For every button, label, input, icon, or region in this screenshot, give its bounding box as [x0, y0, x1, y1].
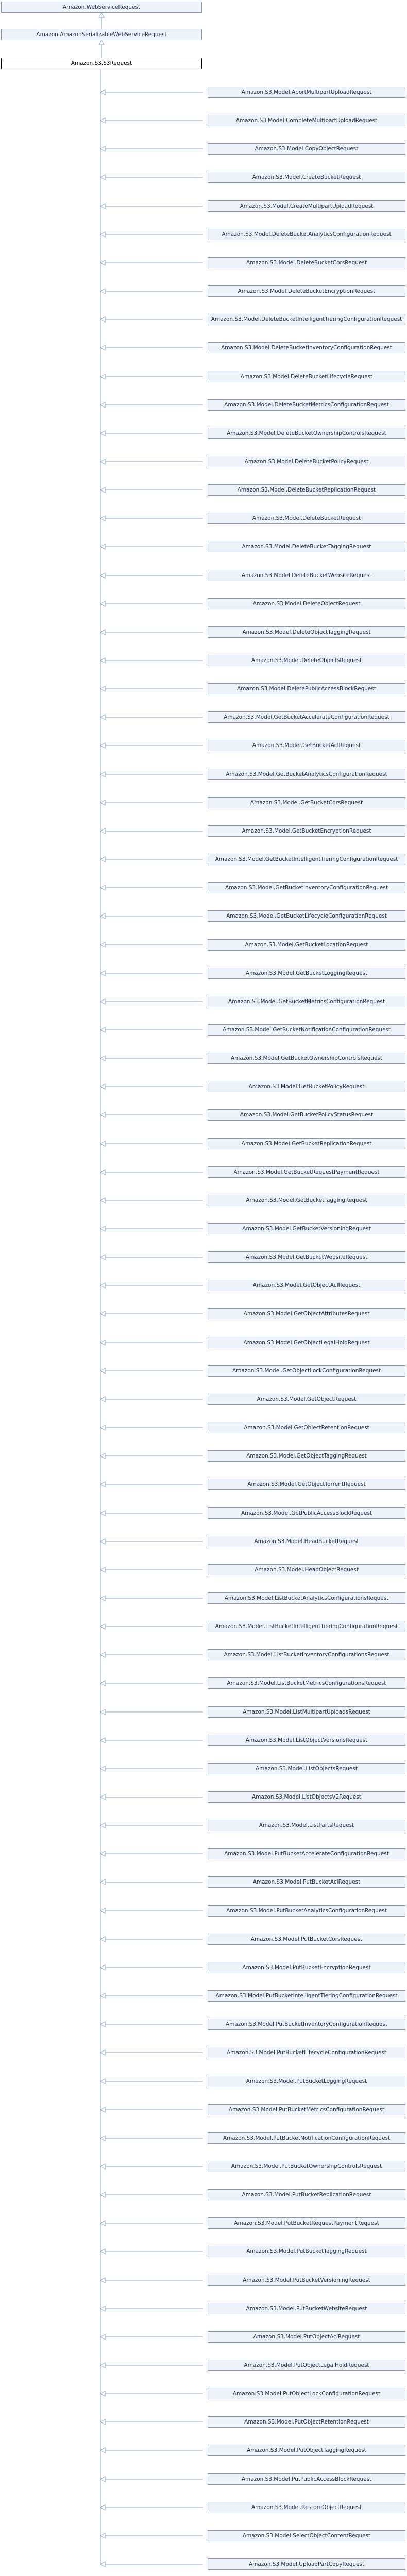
edge-arrow-child	[100, 1851, 105, 1856]
edge-arrow-child	[100, 2391, 105, 2396]
child-node[interactable]: Amazon.S3.Model.GetBucketAnalyticsConfigurationRequest	[208, 769, 405, 780]
edge-arrow-child	[100, 317, 105, 322]
edge-arrow-child	[100, 260, 105, 265]
child-node[interactable]: Amazon.S3.Model.DeleteBucketRequest	[208, 513, 405, 524]
edge-arrow-child	[100, 1681, 105, 1686]
child-node[interactable]: Amazon.S3.Model.PutBucketLoggingRequest	[208, 2076, 405, 2087]
child-node[interactable]: Amazon.S3.Model.PutObjectLockConfigurationRequest	[208, 2388, 405, 2399]
edge-arrow-child	[100, 573, 105, 578]
edge-arrow-child	[100, 2562, 105, 2567]
child-node[interactable]: Amazon.S3.Model.PutBucketVersioningRequest	[208, 2275, 405, 2286]
edge-arrow-child	[100, 118, 105, 123]
edge-arrow-child	[100, 1170, 105, 1175]
child-node[interactable]: Amazon.S3.Model.ListBucketInventoryConfigurationsRequest	[208, 1649, 405, 1660]
child-node[interactable]: Amazon.S3.Model.PutBucketLifecycleConfigurationRequest	[208, 2047, 405, 2058]
child-node[interactable]: Amazon.S3.Model.PutBucketReplicationRequest	[208, 2189, 405, 2200]
edge-arrow-child	[100, 1283, 105, 1288]
edge-arrow-child	[100, 431, 105, 436]
edge-arrow-child	[100, 1511, 105, 1516]
edge-arrow-child	[100, 2477, 105, 2482]
edge-arrow-child	[100, 1084, 105, 1089]
child-node[interactable]: Amazon.S3.Model.DeletePublicAccessBlockRequest	[208, 683, 405, 694]
edge-arrow-child	[100, 146, 105, 151]
child-node[interactable]: Amazon.S3.Model.PutPublicAccessBlockRequest	[208, 2473, 405, 2485]
edge-arrow-child	[100, 2448, 105, 2453]
edge-arrow-child	[100, 1965, 105, 1970]
child-node[interactable]: Amazon.S3.Model.GetBucketTaggingRequest	[208, 1195, 405, 1206]
child-node[interactable]: Amazon.S3.Model.DeleteObjectTaggingRequest	[208, 626, 405, 638]
child-node[interactable]: Amazon.S3.Model.DeleteBucketEncryptionRequest	[208, 285, 405, 297]
child-node[interactable]: Amazon.S3.Model.GetBucketOwnershipControlsRequest	[208, 1053, 405, 1064]
child-node[interactable]: Amazon.S3.Model.GetObjectAclRequest	[208, 1280, 405, 1291]
edge-arrow-child	[100, 487, 105, 493]
edge-arrow-child	[100, 772, 105, 777]
child-node[interactable]: Amazon.S3.Model.GetBucketEncryptionRequest	[208, 825, 405, 837]
child-node[interactable]: Amazon.S3.Model.GetObjectLegalHoldRequest	[208, 1337, 405, 1348]
edge-arrow-child	[100, 857, 105, 862]
edge-arrow-child	[100, 1255, 105, 1260]
child-node[interactable]: Amazon.S3.Model.GetObjectRetentionRequest	[208, 1422, 405, 1433]
edge-arrow-child	[100, 1482, 105, 1487]
edge-arrow-child	[100, 1368, 105, 1374]
edge-arrow-child	[100, 204, 105, 209]
child-node[interactable]: Amazon.S3.Model.PutBucketEncryptionRequest	[208, 1962, 405, 1973]
edge-arrow-child	[100, 1709, 105, 1715]
child-node[interactable]: Amazon.S3.Model.PutBucketWebsiteRequest	[208, 2303, 405, 2314]
child-node[interactable]: Amazon.S3.Model.DeleteBucketCorsRequest	[208, 257, 405, 268]
child-node[interactable]: Amazon.S3.Model.GetObjectTorrentRequest	[208, 1479, 405, 1490]
edge-arrow-anc1	[99, 40, 104, 45]
edge-arrow-child	[100, 1340, 105, 1345]
child-node[interactable]: Amazon.S3.Model.GetBucketMetricsConfigurationRequest	[208, 996, 405, 1007]
edge-arrow-child	[100, 2022, 105, 2027]
edge-arrow-child	[100, 2050, 105, 2055]
edge-arrow-child	[100, 516, 105, 521]
child-node[interactable]: Amazon.S3.Model.ListObjectsRequest	[208, 1763, 405, 1774]
edge-arrow-child	[100, 402, 105, 408]
edge-arrow-child	[100, 601, 105, 606]
edge-arrow-child	[100, 544, 105, 549]
child-node[interactable]: Amazon.S3.Model.DeleteBucketOwnershipControlsRequest	[208, 428, 405, 439]
edge-arrow-child	[100, 1056, 105, 1061]
inheritance-edges	[99, 13, 203, 2567]
edge-arrow-child	[100, 1397, 105, 1402]
edge-arrow-child	[100, 1879, 105, 1885]
edge-arrow-child	[100, 1624, 105, 1629]
edge-arrow-child	[100, 999, 105, 1004]
edge-arrow-child	[100, 175, 105, 180]
edge-arrow-child	[100, 459, 105, 464]
child-node[interactable]: Amazon.S3.Model.GetBucketInventoryConfigurationRequest	[208, 882, 405, 893]
child-node[interactable]: Amazon.S3.Model.GetBucketAclRequest	[208, 740, 405, 751]
edge-arrow-child	[100, 90, 105, 95]
edge-arrow-child	[100, 1112, 105, 1117]
child-node[interactable]: Amazon.S3.Model.GetBucketNotificationConfigurationRequest	[208, 1024, 405, 1036]
child-node[interactable]: Amazon.S3.Model.RestoreObjectRequest	[208, 2502, 405, 2513]
edge-arrow-child	[100, 1652, 105, 1657]
child-node[interactable]: Amazon.S3.Model.GetBucketVersioningRequest	[208, 1223, 405, 1234]
edge-arrow-child	[100, 1453, 105, 1459]
child-node[interactable]: Amazon.S3.Model.PutBucketOwnershipControlsRequest	[208, 2161, 405, 2172]
edge-arrow-child	[100, 1993, 105, 1998]
edge-arrow-child	[100, 1908, 105, 1913]
edge-arrow-child	[100, 1198, 105, 1203]
child-node[interactable]: Amazon.S3.Model.PutObjectTaggingRequest	[208, 2445, 405, 2456]
child-node[interactable]: Amazon.S3.Model.GetBucketPolicyRequest	[208, 1081, 405, 1092]
edge-arrow-child	[100, 232, 105, 237]
child-node[interactable]: Amazon.S3.Model.CreateBucketRequest	[208, 172, 405, 183]
edge-arrow-child	[100, 1596, 105, 1601]
edge-arrow-child	[100, 2249, 105, 2254]
child-node[interactable]: Amazon.S3.Model.DeleteBucketLifecycleRequest	[208, 371, 405, 382]
child-node[interactable]: Amazon.S3.Model.ListPartsRequest	[208, 1820, 405, 1831]
child-node[interactable]: Amazon.S3.Model.GetBucketLocationRequest	[208, 939, 405, 951]
child-node[interactable]: Amazon.S3.Model.GetObjectLockConfigurationRequest	[208, 1365, 405, 1377]
edge-arrow-child	[100, 686, 105, 691]
child-node[interactable]: Amazon.S3.Model.ListBucketMetricsConfigurationsRequest	[208, 1677, 405, 1689]
edge-arrow-child	[100, 289, 105, 294]
edge-arrow-child	[100, 1766, 105, 1771]
edge-arrow-child	[100, 1141, 105, 1146]
edge-arrow-anc0	[99, 13, 104, 18]
edge-arrow-child	[100, 971, 105, 976]
child-node[interactable]: Amazon.S3.Model.CopyObjectRequest	[208, 143, 405, 155]
child-node[interactable]: Amazon.S3.Model.DeleteBucketInventoryConfigurationRequest	[208, 342, 405, 353]
edge-arrow-child	[100, 1539, 105, 1544]
edge-arrow-child	[100, 2363, 105, 2368]
child-node[interactable]: Amazon.S3.Model.GetObjectAttributesRequest	[208, 1308, 405, 1319]
edge-arrow-child	[100, 2306, 105, 2311]
child-node[interactable]: Amazon.S3.Model.PutBucketTaggingRequest	[208, 2246, 405, 2257]
edge-arrow-child	[100, 1425, 105, 1430]
edge-arrow-child	[100, 2505, 105, 2510]
child-node[interactable]: Amazon.S3.Model.PutBucketCorsRequest	[208, 1934, 405, 1945]
child-node[interactable]: Amazon.S3.Model.CreateMultipartUploadRequest	[208, 200, 405, 212]
child-node[interactable]: Amazon.S3.Model.ListBucketAnalyticsConfigurationsRequest	[208, 1592, 405, 1604]
child-node[interactable]: Amazon.S3.Model.ListBucketIntelligentTieringConfigurationRequest	[208, 1621, 405, 1632]
edge-arrow-child	[100, 345, 105, 350]
child-node[interactable]: Amazon.S3.Model.GetBucketRequestPaymentRequest	[208, 1166, 405, 1178]
child-node[interactable]: Amazon.S3.Model.CompleteMultipartUploadRequest	[208, 115, 405, 126]
edge-arrow-child	[100, 715, 105, 720]
child-node[interactable]: Amazon.S3.Model.PutBucketAnalyticsConfigurationRequest	[208, 1905, 405, 1917]
child-node[interactable]: Amazon.S3.Model.HeadObjectRequest	[208, 1564, 405, 1575]
root-node-s3request: Amazon.S3.S3Request	[1, 58, 202, 69]
edge-arrow-child	[100, 2334, 105, 2340]
edge-arrow-child	[100, 1567, 105, 1572]
child-node[interactable]: Amazon.S3.Model.DeleteBucketTaggingRequest	[208, 541, 405, 552]
edge-arrow-child	[100, 630, 105, 635]
child-node[interactable]: Amazon.S3.Model.DeleteObjectRequest	[208, 598, 405, 609]
child-node[interactable]: Amazon.S3.Model.DeleteObjectsRequest	[208, 655, 405, 666]
child-node[interactable]: Amazon.S3.Model.GetBucketAccelerateConfigurationRequest	[208, 711, 405, 723]
child-node[interactable]: Amazon.S3.Model.UploadPartCopyRequest	[208, 2558, 405, 2570]
child-node[interactable]: Amazon.S3.Model.PutObjectRetentionRequest	[208, 2416, 405, 2428]
edge-arrow-child	[100, 885, 105, 890]
child-node[interactable]: Amazon.S3.Model.PutBucketRequestPaymentRequest	[208, 2217, 405, 2229]
edge-arrow-child	[100, 2136, 105, 2141]
ancestor-node-webservicerequest: Amazon.WebServiceRequest	[1, 2, 202, 13]
edge-arrow-child	[100, 2107, 105, 2112]
child-node[interactable]: Amazon.S3.Model.PutBucketIntelligentTieringConfigurationRequest	[208, 1990, 405, 2002]
child-node[interactable]: Amazon.S3.Model.PutBucketInventoryConfigurationRequest	[208, 2019, 405, 2030]
edge-arrow-child	[100, 2192, 105, 2197]
edge-arrow-child	[100, 1794, 105, 1800]
edge-arrow-child	[100, 658, 105, 663]
child-node[interactable]: Amazon.S3.Model.GetBucketIntelligentTieringConfigurationRequest	[208, 854, 405, 865]
edge-arrow-child	[100, 2221, 105, 2226]
edge-arrow-child	[100, 1226, 105, 1231]
child-node[interactable]: Amazon.S3.Model.PutBucketMetricsConfigurationRequest	[208, 2104, 405, 2115]
edge-arrow-child	[100, 942, 105, 947]
child-node[interactable]: Amazon.S3.Model.SelectObjectContentRequest	[208, 2530, 405, 2541]
child-node[interactable]: Amazon.S3.Model.DeleteBucketReplicationRequest	[208, 484, 405, 496]
edge-arrow-child	[100, 800, 105, 805]
edge-arrow-child	[100, 1027, 105, 1032]
child-node[interactable]: Amazon.S3.Model.DeleteBucketIntelligentTieringConfigurationRequest	[208, 314, 405, 325]
child-node[interactable]: Amazon.S3.Model.PutBucketAccelerateConfigurationRequest	[208, 1848, 405, 1859]
child-node[interactable]: Amazon.S3.Model.GetBucketWebsiteRequest	[208, 1251, 405, 1263]
edge-arrow-child	[100, 1937, 105, 1942]
child-node[interactable]: Amazon.S3.Model.PutObjectLegalHoldRequest	[208, 2360, 405, 2371]
edge-arrow-child	[100, 913, 105, 919]
child-node[interactable]: Amazon.S3.Model.PutObjectAclRequest	[208, 2331, 405, 2343]
child-node[interactable]: Amazon.S3.Model.DeleteBucketMetricsConfigurationRequest	[208, 399, 405, 411]
child-node[interactable]: Amazon.S3.Model.DeleteBucketAnalyticsConfigurationRequest	[208, 229, 405, 240]
edge-arrow-child	[100, 2164, 105, 2169]
edge-arrow-child	[100, 1311, 105, 1316]
child-node[interactable]: Amazon.S3.Model.GetBucketPolicyStatusRequest	[208, 1109, 405, 1121]
child-node[interactable]: Amazon.S3.Model.DeleteBucketPolicyRequest	[208, 456, 405, 467]
child-node[interactable]: Amazon.S3.Model.GetBucketReplicationRequest	[208, 1138, 405, 1149]
child-node[interactable]: Amazon.S3.Model.ListMultipartUploadsRequest	[208, 1706, 405, 1718]
edge-arrow-child	[100, 1823, 105, 1828]
child-node[interactable]: Amazon.S3.Model.DeleteBucketWebsiteRequest	[208, 570, 405, 581]
edge-arrow-child	[100, 2533, 105, 2538]
ancestor-node-serializablewebservicerequest: Amazon.AmazonSerializableWebServiceRequest	[1, 29, 202, 40]
edge-arrow-child	[100, 374, 105, 379]
child-node[interactable]: Amazon.S3.Model.ListObjectsV2Request	[208, 1791, 405, 1803]
edge-arrow-child	[100, 2419, 105, 2425]
edge-arrow-child	[100, 743, 105, 748]
child-node[interactable]: Amazon.S3.Model.HeadBucketRequest	[208, 1536, 405, 1547]
child-node[interactable]: Amazon.S3.Model.PutBucketAclRequest	[208, 1876, 405, 1888]
edge-arrow-child	[100, 2079, 105, 2084]
edge-arrow-child	[100, 828, 105, 834]
child-node[interactable]: Amazon.S3.Model.GetPublicAccessBlockRequest	[208, 1507, 405, 1519]
edge-arrow-child	[100, 1738, 105, 1743]
edge-arrow-child	[100, 2278, 105, 2283]
child-node[interactable]: Amazon.S3.Model.PutBucketNotificationConfigurationRequest	[208, 2132, 405, 2144]
child-node[interactable]: Amazon.S3.Model.GetObjectTaggingRequest	[208, 1450, 405, 1462]
child-node[interactable]: Amazon.S3.Model.GetObjectRequest	[208, 1394, 405, 1405]
child-node[interactable]: Amazon.S3.Model.GetBucketLoggingRequest	[208, 968, 405, 979]
child-node[interactable]: Amazon.S3.Model.GetBucketCorsRequest	[208, 797, 405, 808]
child-node[interactable]: Amazon.S3.Model.AbortMultipartUploadRequest	[208, 87, 405, 98]
child-node[interactable]: Amazon.S3.Model.GetBucketLifecycleConfigurationRequest	[208, 910, 405, 922]
child-node[interactable]: Amazon.S3.Model.ListObjectVersionsRequest	[208, 1735, 405, 1746]
